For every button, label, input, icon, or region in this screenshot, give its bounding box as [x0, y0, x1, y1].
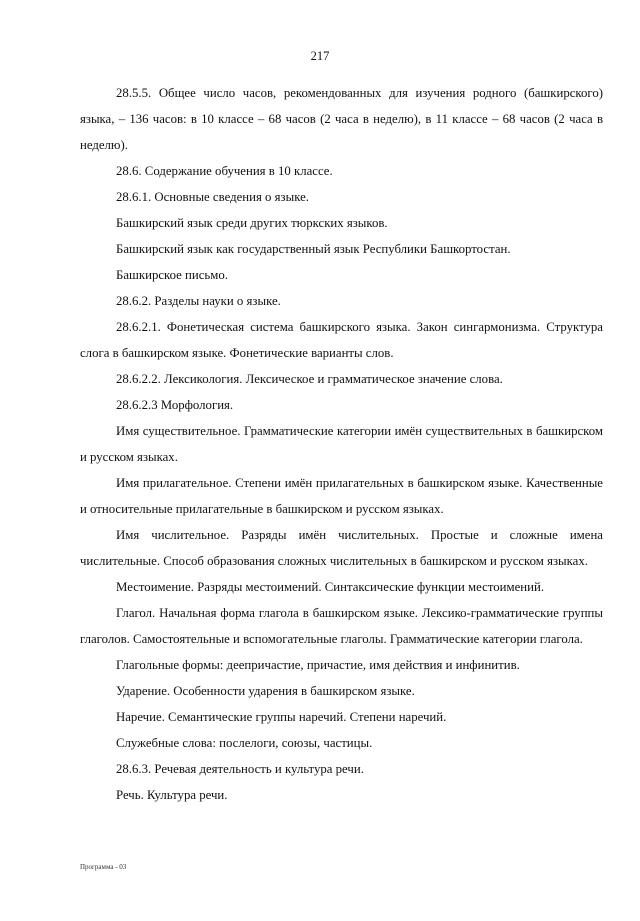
paragraph-speech-activity: 28.6.3. Речевая деятельность и культура речи.	[116, 762, 364, 776]
paragraph-pronoun: Местоимение. Разряды местоимений. Синтаксические функции местоимений.	[116, 580, 545, 594]
paragraph-bashkir-writing: Башкирское письмо.	[116, 268, 228, 282]
document-body	[80, 80, 603, 808]
paragraph-noun: Имя существительное. Грамматические категории имён существительных в башкирском и русском языках.	[80, 424, 603, 464]
paragraph-verb: Глагол. Начальная форма глагола в башкирском языке. Лексико-грамматические группы глаголов. Самостоятельные и вспомогательные глаголы. Грамматические категории глагола.	[80, 606, 603, 646]
footer-note: Программа - 03	[80, 863, 127, 871]
paragraph-verb-forms: Глагольные формы: деепричастие, причастие, имя действия и инфинитив.	[116, 658, 520, 672]
page-number: 217	[310, 49, 330, 63]
paragraph-section-content-heading: 28.6. Содержание обучения в 10 классе.	[116, 164, 333, 178]
paragraph-adjective: Имя прилагательное. Степени имён прилагательных в башкирском языке. Качественные и относительные прилагательные в башкирском и русском языках.	[80, 476, 603, 516]
paragraph-morphology: 28.6.2.3 Морфология.	[116, 398, 234, 412]
paragraph-lexicology: 28.6.2.2. Лексикология. Лексическое и грамматическое значение слова.	[116, 372, 503, 386]
paragraph-phonetics: 28.6.2.1. Фонетическая система башкирского языка. Закон сингармонизма. Структура слога в башкирском языке. Фонетические варианты слов.	[80, 320, 603, 360]
paragraph-adverb: Наречие. Семантические группы наречий. Степени наречий.	[116, 710, 447, 724]
paragraph-stress: Ударение. Особенности ударения в башкирском языке.	[116, 684, 415, 698]
paragraph-speech-culture: Речь. Культура речи.	[116, 788, 228, 802]
paragraph-hours-total: 28.5.5. Общее число часов, рекомендованных для изучения родного (башкирского) языка, – 136 часов: в 10 классе – 68 часов (2 часа в неделю), в 11 классе – 68 часов (2 часа в неделю).	[80, 86, 603, 152]
paragraph-function-words: Служебные слова: послелоги, союзы, частицы.	[116, 736, 373, 750]
paragraph-numeral: Имя числительное. Разряды имён числительных. Простые и сложные имена числительные. Способ образования сложных числительных в башкирском и русском языках.	[80, 528, 603, 568]
paragraph-language-basics: 28.6.1. Основные сведения о языке.	[116, 190, 309, 204]
paragraph-turkic-languages: Башкирский язык среди других тюркских языков.	[116, 216, 388, 230]
paragraph-state-language: Башкирский язык как государственный язык Республики Башкортостан.	[116, 242, 511, 256]
paragraph-science-sections: 28.6.2. Разделы науки о языке.	[116, 294, 281, 308]
